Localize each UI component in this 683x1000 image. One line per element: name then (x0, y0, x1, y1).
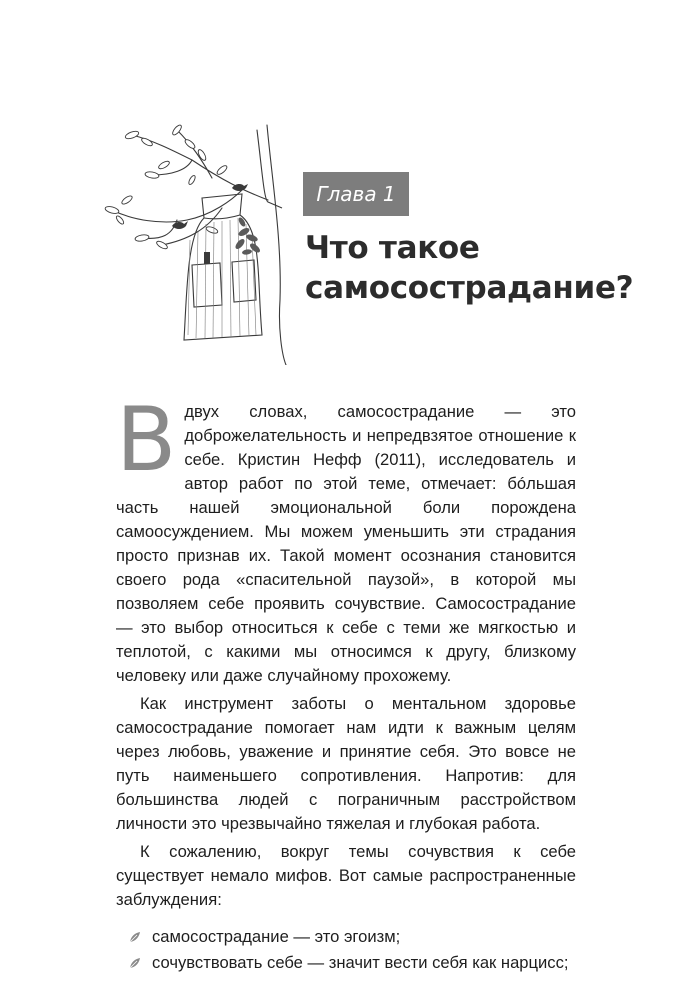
chapter-title-line-1: Что такое (305, 230, 480, 266)
leaf-bullet-icon (128, 930, 142, 944)
myths-list (128, 924, 576, 976)
paragraph-1 (116, 388, 576, 688)
list-item (128, 924, 576, 950)
drop-cap: В (116, 388, 177, 491)
tree-illustration (92, 120, 302, 365)
list-item-text: самосострадание — это эгоизм; (152, 927, 401, 946)
paragraph-2: Как инструмент заботы о ментальном здоровье самосострадание помогает нам идти к важным целям через любовь, уважение и принятие себя. Это вовсе не путь наименьшего сопротивления. Напротив: для большинства людей с пограничным расстройством личности это чрезвычайно тяжелая и глубокая работа. (116, 694, 576, 833)
chapter-label: Глава 1 (303, 172, 409, 216)
chapter-title (305, 228, 645, 308)
list-item-text: сочувствовать себе — значит вести себя как нарцисс; (152, 953, 569, 972)
paragraph-3: К сожалению, вокруг темы сочувствия к себе существует немало мифов. Вот самые распространенные заблуждения: (116, 842, 576, 909)
paragraph-1-text: двух словах, самосострадание — это доброжелательность и непредвзятое отношение к себе. Кристин Нефф (2011), исследователь и автор работ по этой теме, отмечает: бóльшая часть нашей эмоциональной боли порождена самоосуждением. Мы можем уменьшить эти страдания просто признав их. Такой момент осознания становится своего рода «спасительной паузой», в которой мы позволяем себе проявить сочувствие. Самосострадание — это выбор относиться к себе с теми же мягкостью и теплотой, с какими мы относимся к другу, близкому человеку или даже случайному прохожему. (116, 402, 576, 685)
list-item (128, 950, 576, 976)
leaf-bullet-icon (128, 956, 142, 970)
chapter-title-line-2: самосострадание? (305, 270, 634, 306)
chapter-body (116, 388, 576, 976)
